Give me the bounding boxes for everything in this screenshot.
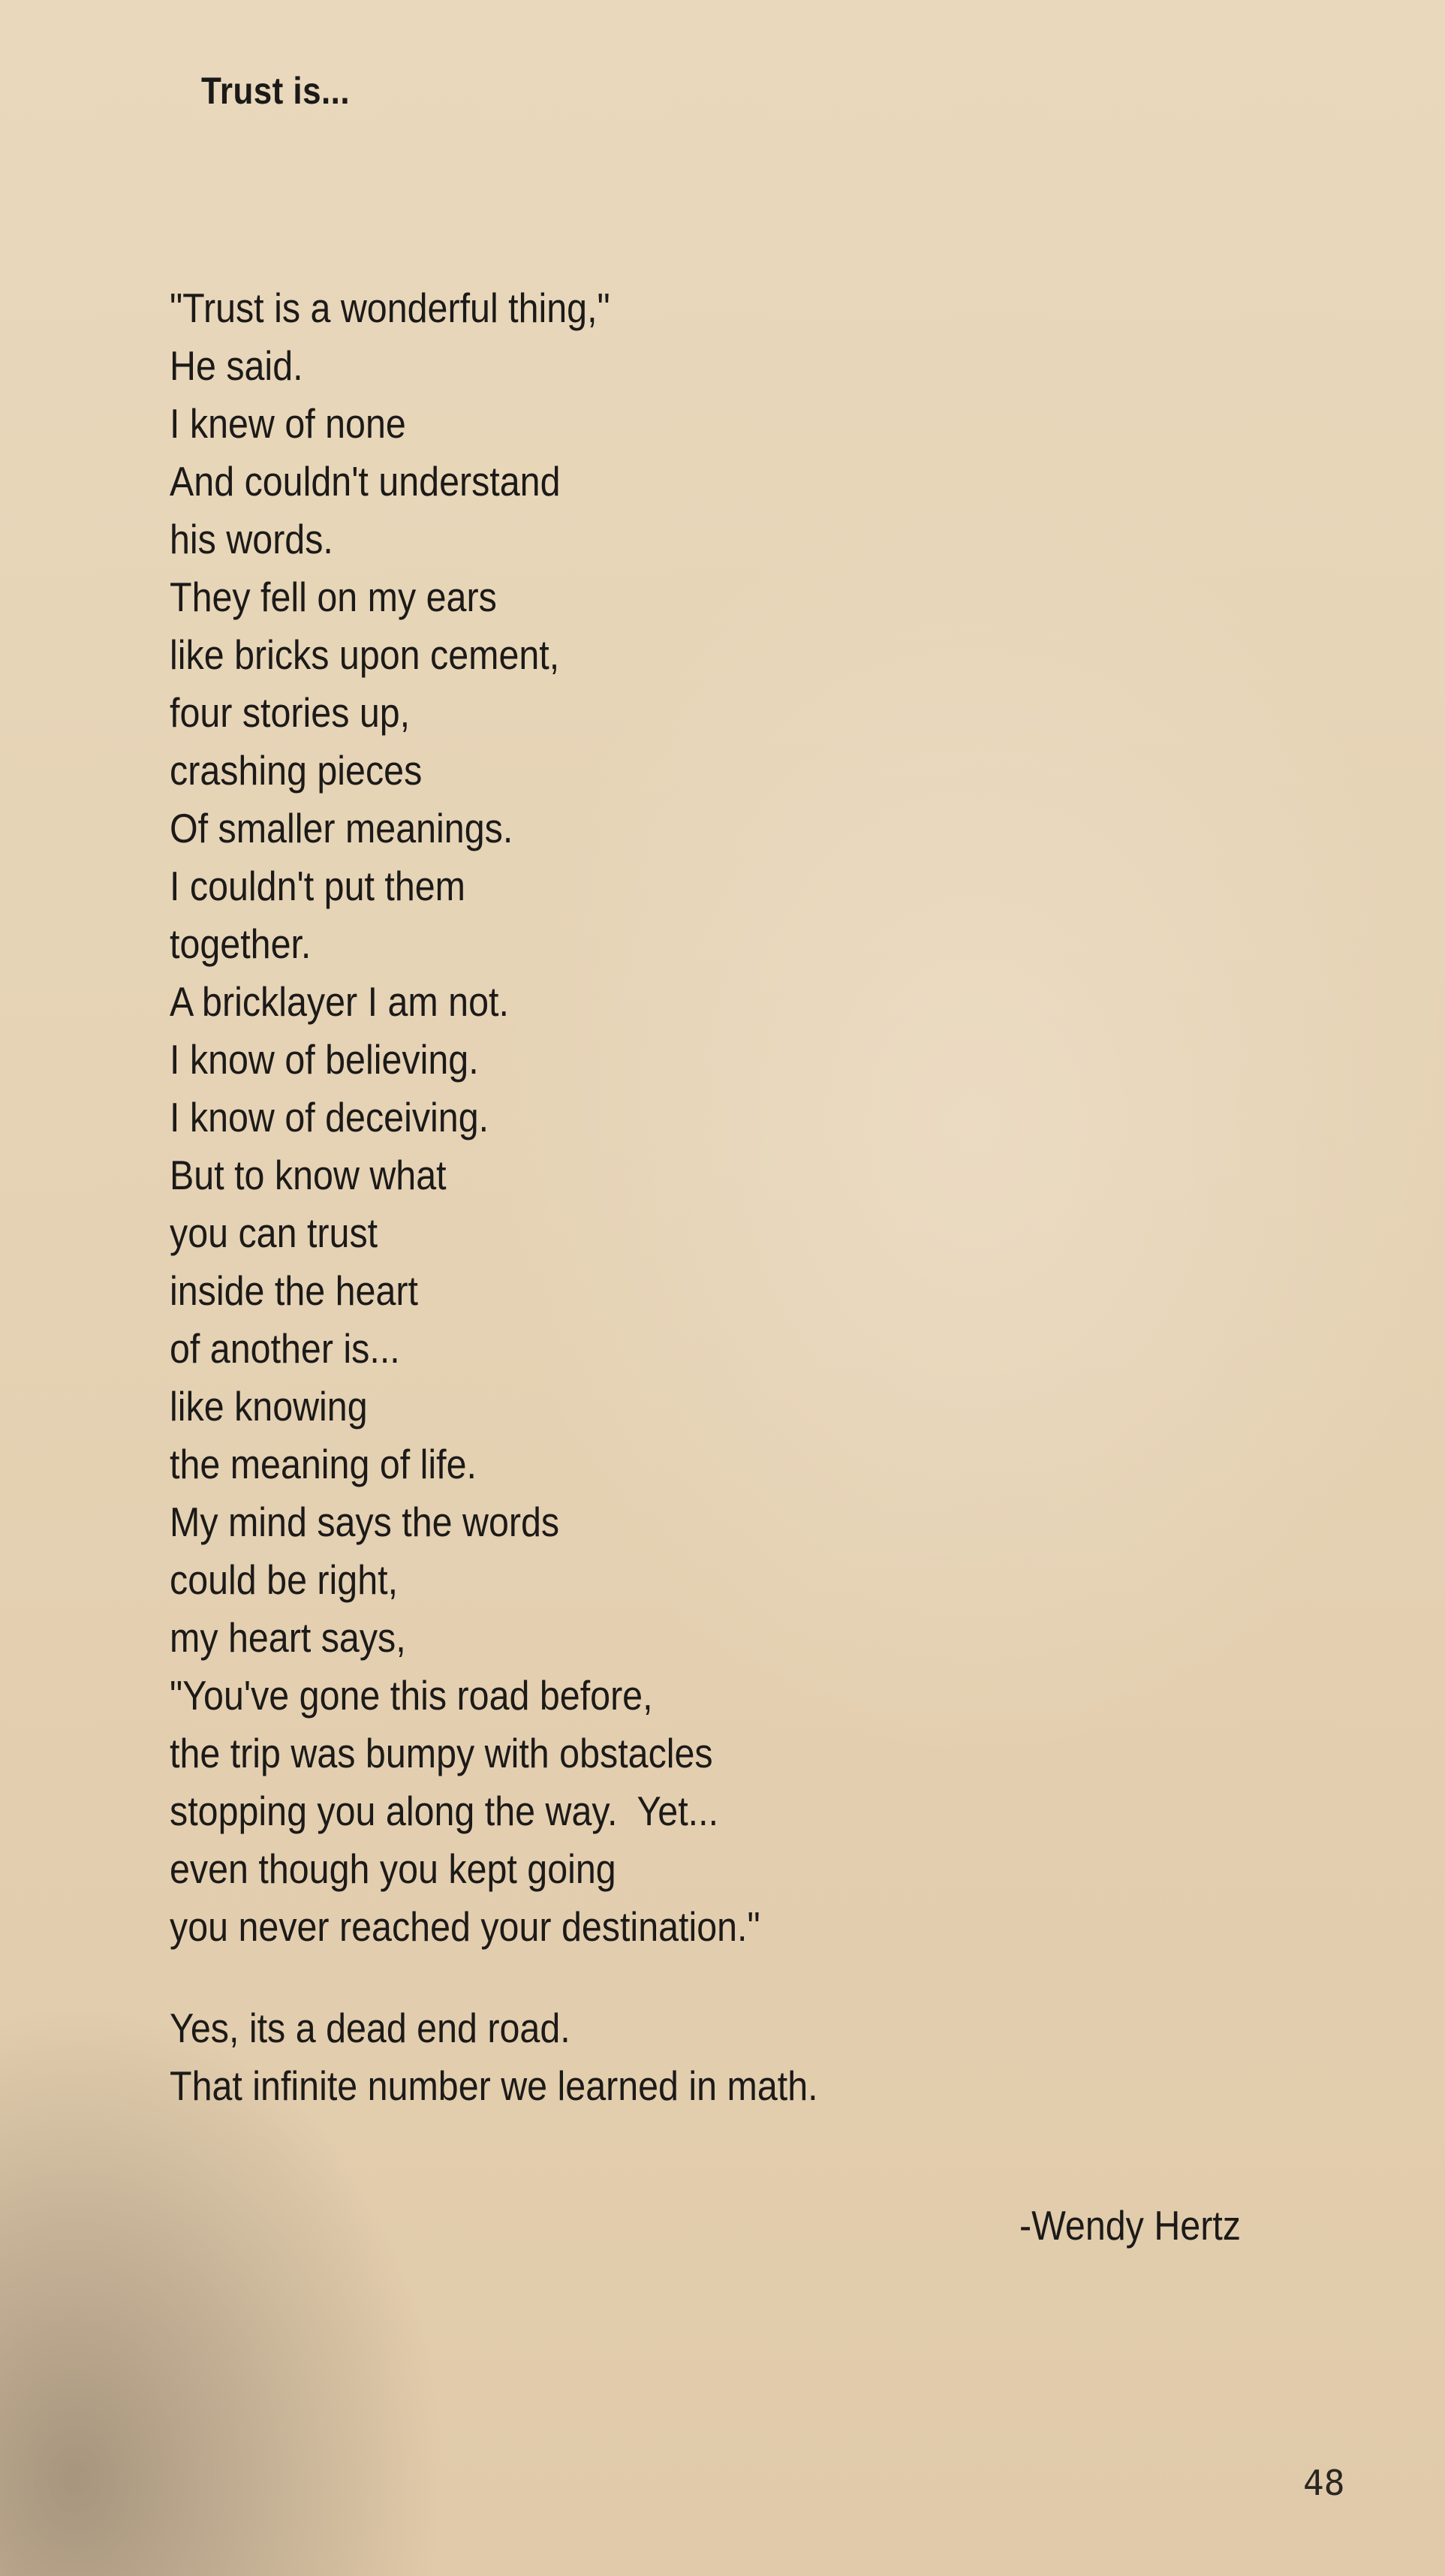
stanza-2 — [170, 1999, 995, 2115]
poem-line: inside the heart — [170, 1267, 418, 1314]
poem-line: I know of believing. — [170, 1036, 479, 1083]
poem-line: A bricklayer I am not. — [170, 978, 509, 1025]
poem-author: -Wendy Hertz — [1019, 2202, 1241, 2249]
poem-line: his words. — [170, 516, 333, 562]
poem-line: He said. — [170, 342, 303, 389]
poem-line: like knowing — [170, 1383, 368, 1430]
poem-line: Yes, its a dead end road. — [170, 2005, 570, 2051]
page-number: 48 — [1303, 2463, 1345, 2503]
poem-line: together. — [170, 920, 312, 967]
poem-line: I know of deceiving. — [170, 1094, 489, 1140]
poem-line: you can trust — [170, 1210, 378, 1256]
poem-line: I knew of none — [170, 400, 406, 447]
poem-line: stopping you along the way. Yet... — [170, 1788, 719, 1834]
poem-line: could be right, — [170, 1556, 399, 1603]
stanza-1 — [170, 279, 995, 1956]
poem-line: They fell on my ears — [170, 574, 497, 620]
poem-line: That infinite number we learned in math. — [170, 2062, 818, 2109]
poem-line: you never reached your destination." — [170, 1903, 760, 1950]
poem-line: Of smaller meanings. — [170, 805, 513, 851]
poem-title: Trust is... — [201, 70, 351, 112]
poem-line: "You've gone this road before, — [170, 1672, 653, 1719]
poem-line: the meaning of life. — [170, 1441, 477, 1487]
poem-line: crashing pieces — [170, 747, 423, 794]
poem-line: But to know what — [170, 1152, 447, 1198]
poem-line: the trip was bumpy with obstacles — [170, 1730, 713, 1776]
poem-line: "Trust is a wonderful thing," — [170, 285, 610, 331]
poem-line: four stories up, — [170, 689, 411, 736]
poem-line: even though you kept going — [170, 1845, 616, 1892]
poem-line: like bricks upon cement, — [170, 631, 560, 678]
poem-line: I couldn't put them — [170, 863, 465, 909]
poem-line: my heart says, — [170, 1614, 406, 1661]
poem-line: And couldn't understand — [170, 458, 561, 505]
poem-body — [170, 279, 995, 2115]
poem-line: of another is... — [170, 1325, 400, 1372]
poem-line: My mind says the words — [170, 1499, 560, 1545]
